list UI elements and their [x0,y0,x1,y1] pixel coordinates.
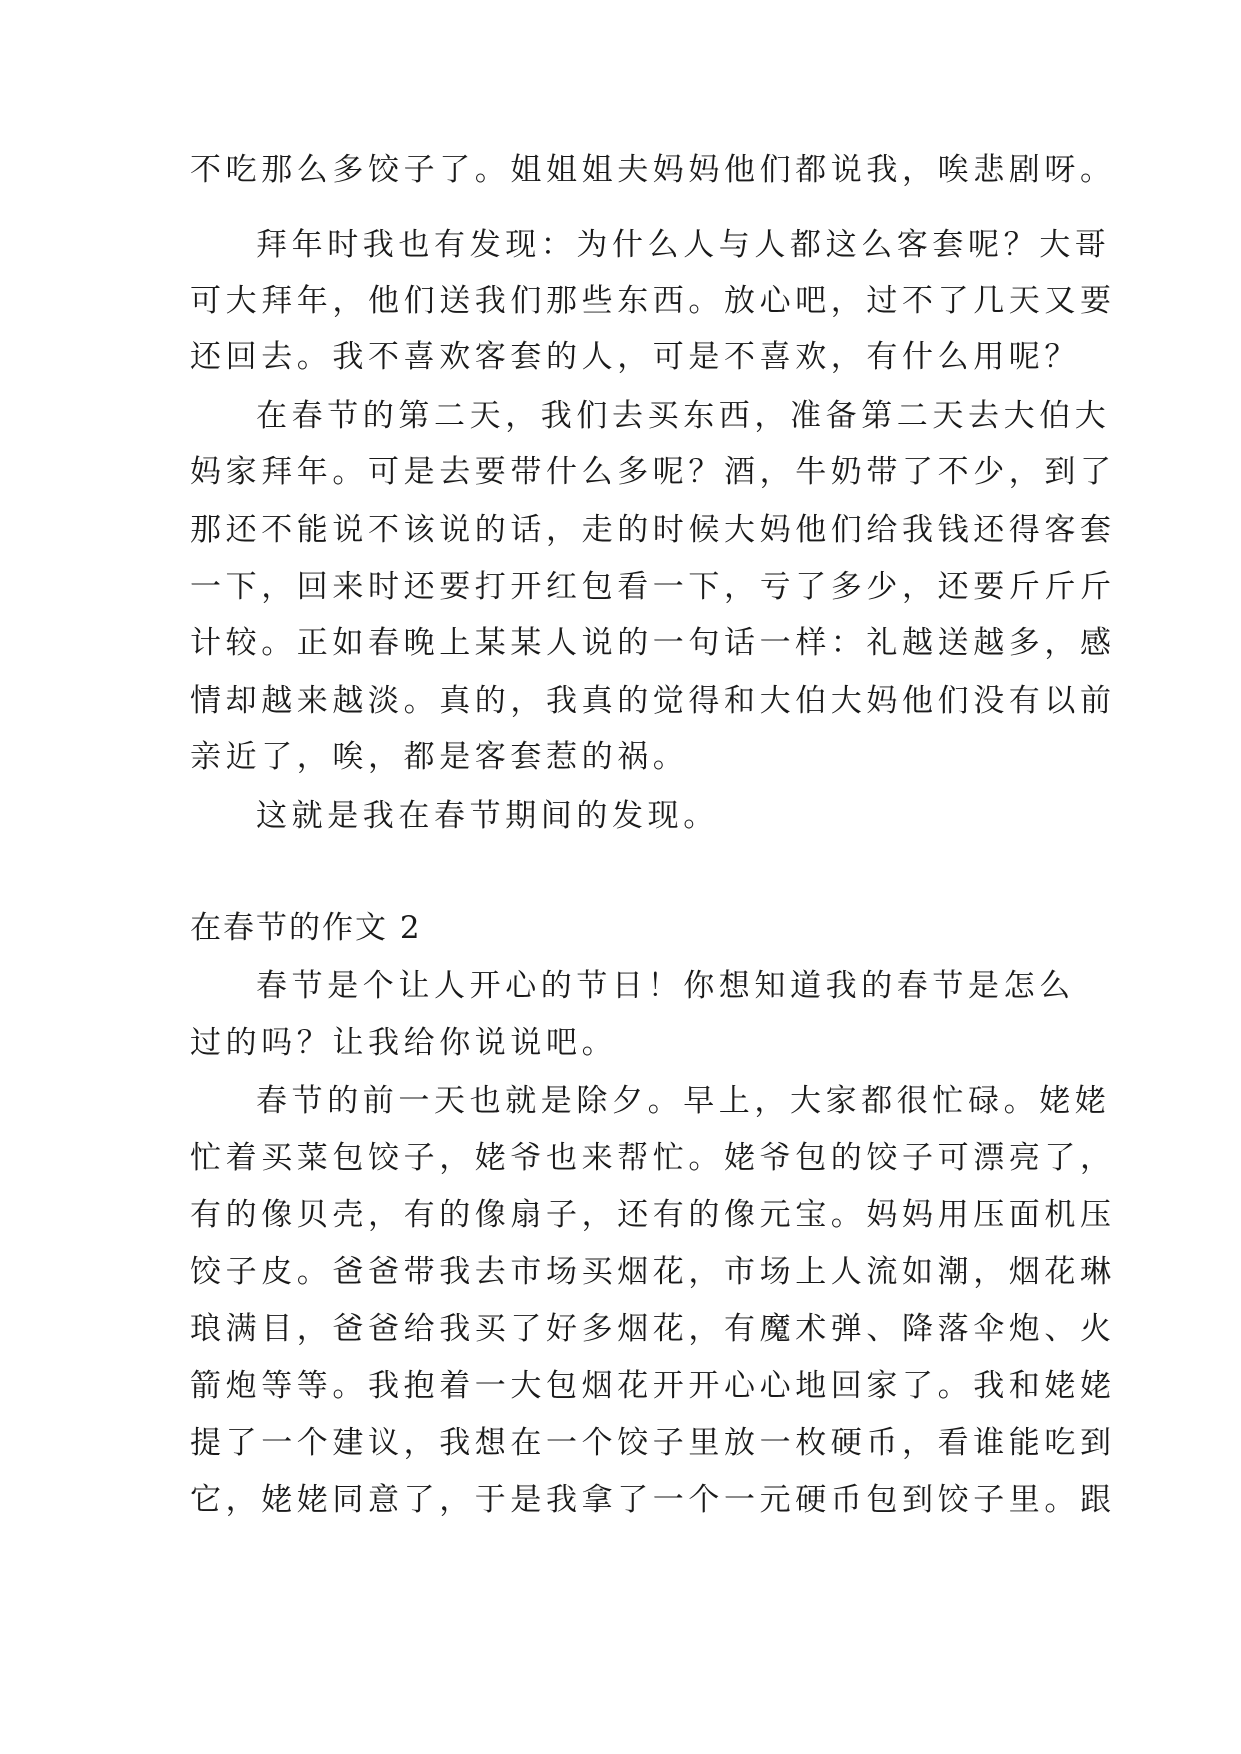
text-line: 可大拜年，他们送我们那些东西。放心吧，过不了几天又要 [190,283,1116,319]
text-line: 有的像贝壳，有的像扇子，还有的像元宝。妈妈用压面机压 [190,1197,1116,1233]
text-line: 还回去。我不喜欢客套的人，可是不喜欢，有什么用呢？ [190,339,1080,375]
text-line: 拜年时我也有发现：为什么人与人都这么客套呢？大哥 [256,227,1111,263]
text-line: 提了一个建议，我想在一个饺子里放一枚硬币，看谁能吃到 [190,1425,1116,1461]
text-line: 计较。正如春晚上某某人说的一句话一样：礼越送越多，感 [190,625,1116,661]
text-line: 不吃那么多饺子了。姐姐姐夫妈妈他们都说我，唉悲剧呀。 [190,152,1116,188]
text-line: 这就是我在春节期间的发现。 [256,798,719,834]
text-line: 春节的前一天也就是除夕。早上，大家都很忙碌。姥姥 [256,1083,1111,1119]
text-line: 亲近了，唉，都是客套惹的祸。 [190,739,689,775]
text-line: 忙着买菜包饺子，姥爷也来帮忙。姥爷包的饺子可漂亮了， [190,1140,1116,1176]
text-line: 饺子皮。爸爸带我去市场买烟花，市场上人流如潮，烟花琳 [190,1254,1116,1290]
text-line: 情却越来越淡。真的，我真的觉得和大伯大妈他们没有以前 [190,683,1116,719]
section-heading: 在春节的作文 2 [190,910,422,946]
text-line: 那还不能说不该说的话，走的时候大妈他们给我钱还得客套 [190,512,1116,548]
text-line: 在春节的第二天，我们去买东西，准备第二天去大伯大 [256,398,1111,434]
text-line: 妈家拜年。可是去要带什么多呢？酒，牛奶带了不少，到了 [190,454,1116,490]
text-line: 过的吗？让我给你说说吧。 [190,1025,618,1061]
text-line: 它，姥姥同意了，于是我拿了一个一元硬币包到饺子里。跟 [190,1482,1116,1518]
text-line: 春节是个让人开心的节日！你想知道我的春节是怎么 [256,968,1075,1004]
text-line: 琅满目，爸爸给我买了好多烟花，有魔术弹、降落伞炮、火 [190,1311,1116,1347]
text-line: 箭炮等等。我抱着一大包烟花开开心心地回家了。我和姥姥 [190,1368,1116,1404]
text-line: 一下，回来时还要打开红包看一下，亏了多少，还要斤斤斤 [190,569,1116,605]
